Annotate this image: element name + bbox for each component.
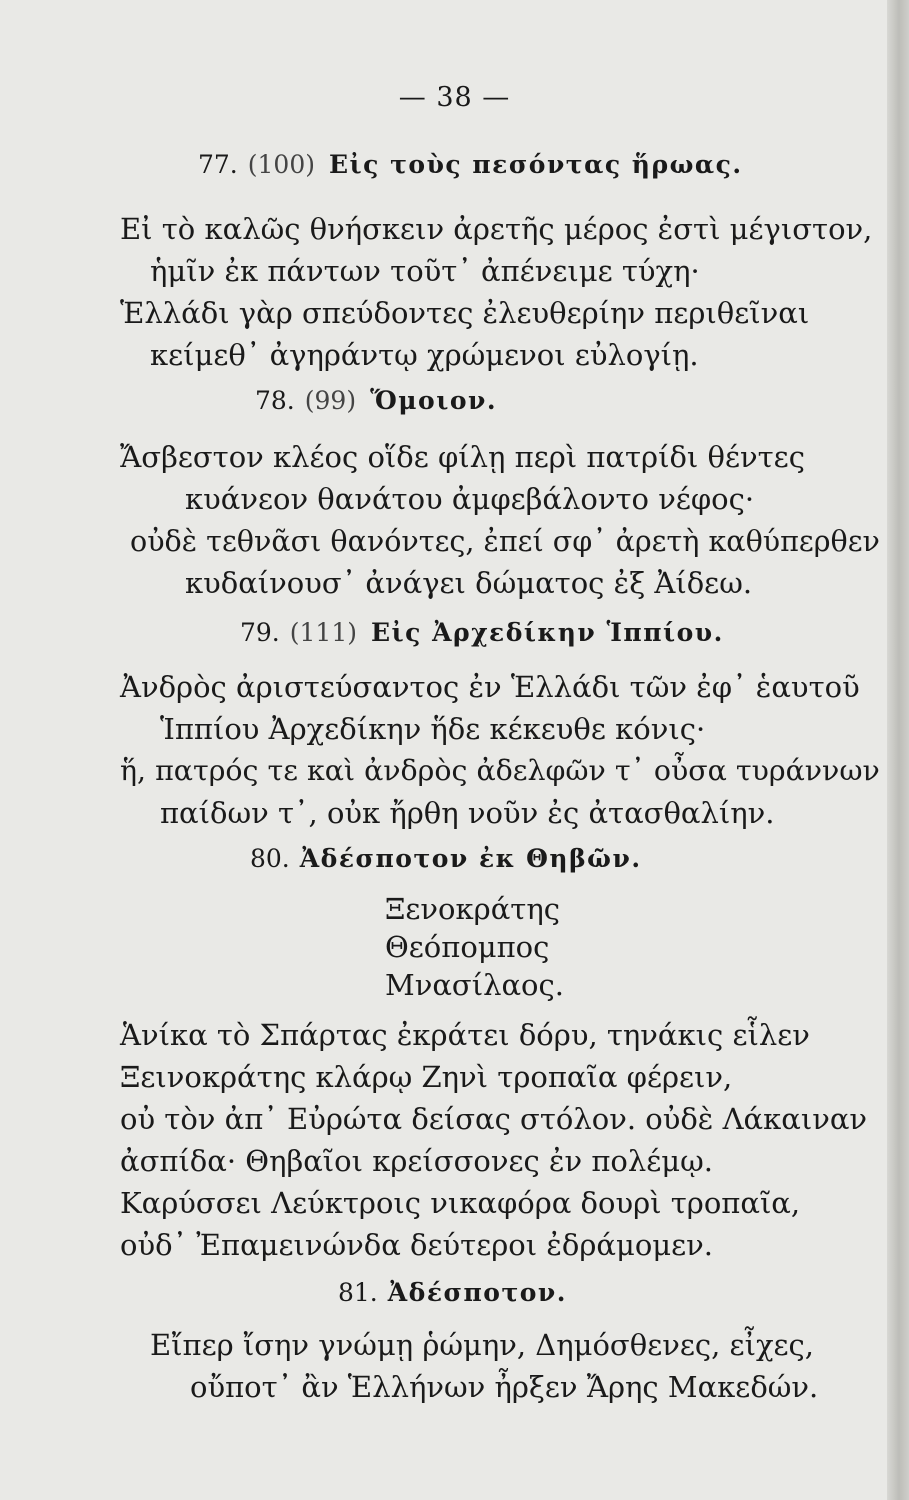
verse-line: παίδων τ᾽, οὐκ ἤρθη νοῦν ἐς ἀτασθαλίην. xyxy=(160,796,775,830)
verse-line: οὐ τὸν ἀπ᾽ Εὐρώτα δείσας στόλον. οὐδὲ Λάκαιναν xyxy=(120,1102,868,1136)
poem-heading xyxy=(198,150,743,179)
verse-line: κυδαίνουσ᾽ ἀνάγει δώματος ἐξ Ἀίδεω. xyxy=(185,566,753,600)
verse-line: Ἄσβεστον κλέος οἵδε φίλῃ περὶ πατρίδι θέντες xyxy=(120,440,805,474)
page-number: — 38 — xyxy=(398,82,511,113)
verse-line: οὐδ᾽ Ἐπαμεινώνδα δεύτεροι ἐδράμομεν. xyxy=(120,1228,714,1262)
poem-heading xyxy=(240,618,724,647)
verse-line: Καρύσσει Λεύκτροις νικαφόρα δουρὶ τροπαῖα, xyxy=(120,1186,801,1220)
poem-number: 79. xyxy=(240,618,280,647)
poem-heading xyxy=(338,1278,567,1307)
verse-line: οὐδὲ τεθνᾶσι θανόντες, ἐπεί σφ᾽ ἀρετὴ καθύπερθεν xyxy=(130,524,880,558)
verse-line: Εἰ τὸ καλῶς θνήσκειν ἀρετῆς μέρος ἐστὶ μέγιστον, xyxy=(120,212,873,246)
poem-title: Ἀδέσποτον. xyxy=(387,1278,567,1307)
poem-number: 77. xyxy=(198,150,238,179)
inscribed-name: Θεόπομπος xyxy=(385,930,550,964)
book-spine-shadow xyxy=(887,0,909,1500)
verse-line: ἡμῖν ἐκ πάντων τοῦτ᾽ ἀπένειμε τύχη· xyxy=(150,254,700,288)
verse-line: Ἱππίου Ἀρχεδίκην ἥδε κέκευθε κόνις· xyxy=(160,712,706,746)
poem-number: 80. xyxy=(250,844,290,873)
inscribed-name: Ξενοκράτης xyxy=(385,892,560,926)
verse-line: ἀσπίδα· Θηβαῖοι κρείσσονες ἐν πολέμῳ. xyxy=(120,1144,713,1178)
poem-number: 78. xyxy=(255,386,295,415)
verse-line: κείμεθ᾽ ἀγηράντῳ χρώμενοι εὐλογίῃ. xyxy=(150,338,699,372)
verse-line: ἥ, πατρός τε καὶ ἀνδρὸς ἀδελφῶν τ᾽ οὖσα τυράννων xyxy=(120,754,880,787)
poem-reference: (111) xyxy=(289,618,357,647)
poem-heading xyxy=(250,844,642,873)
poem-title: Εἰς Ἀρχεδίκην Ἱππίου. xyxy=(371,618,724,647)
poem-title: Ὅμοιον. xyxy=(370,386,498,415)
verse-line: Εἴπερ ἴσην γνώμῃ ῥώμην, Δημόσθενες, εἶχες, xyxy=(150,1328,814,1362)
poem-title: Εἰς τοὺς πεσόντας ἥρωας. xyxy=(329,150,743,179)
poem-heading xyxy=(255,386,497,415)
poem-number: 81. xyxy=(338,1278,378,1307)
verse-line: κυάνεον θανάτου ἀμφεβάλοντο νέφος· xyxy=(185,482,755,516)
inscribed-name: Μνασίλαος. xyxy=(385,968,564,1002)
verse-line: οὔποτ᾽ ἂν Ἑλλήνων ἦρξεν Ἄρης Μακεδών. xyxy=(190,1370,819,1404)
verse-line: Ἀνδρὸς ἀριστεύσαντος ἐν Ἑλλάδι τῶν ἐφ᾽ ἑαυτοῦ xyxy=(120,670,860,704)
poem-reference: (100) xyxy=(247,150,315,179)
verse-line: Ἁνίκα τὸ Σπάρτας ἐκράτει δόρυ, τηνάκις εἷλεν xyxy=(120,1018,810,1052)
poem-title: Ἀδέσποτον ἐκ Θηβῶν. xyxy=(299,844,642,873)
verse-line: Ἑλλάδι γὰρ σπεύδοντες ἐλευθερίην περιθεῖναι xyxy=(120,296,810,330)
poem-reference: (99) xyxy=(304,386,357,415)
verse-line: Ξεινοκράτης κλάρῳ Ζηνὶ τροπαῖα φέρειν, xyxy=(120,1060,733,1094)
